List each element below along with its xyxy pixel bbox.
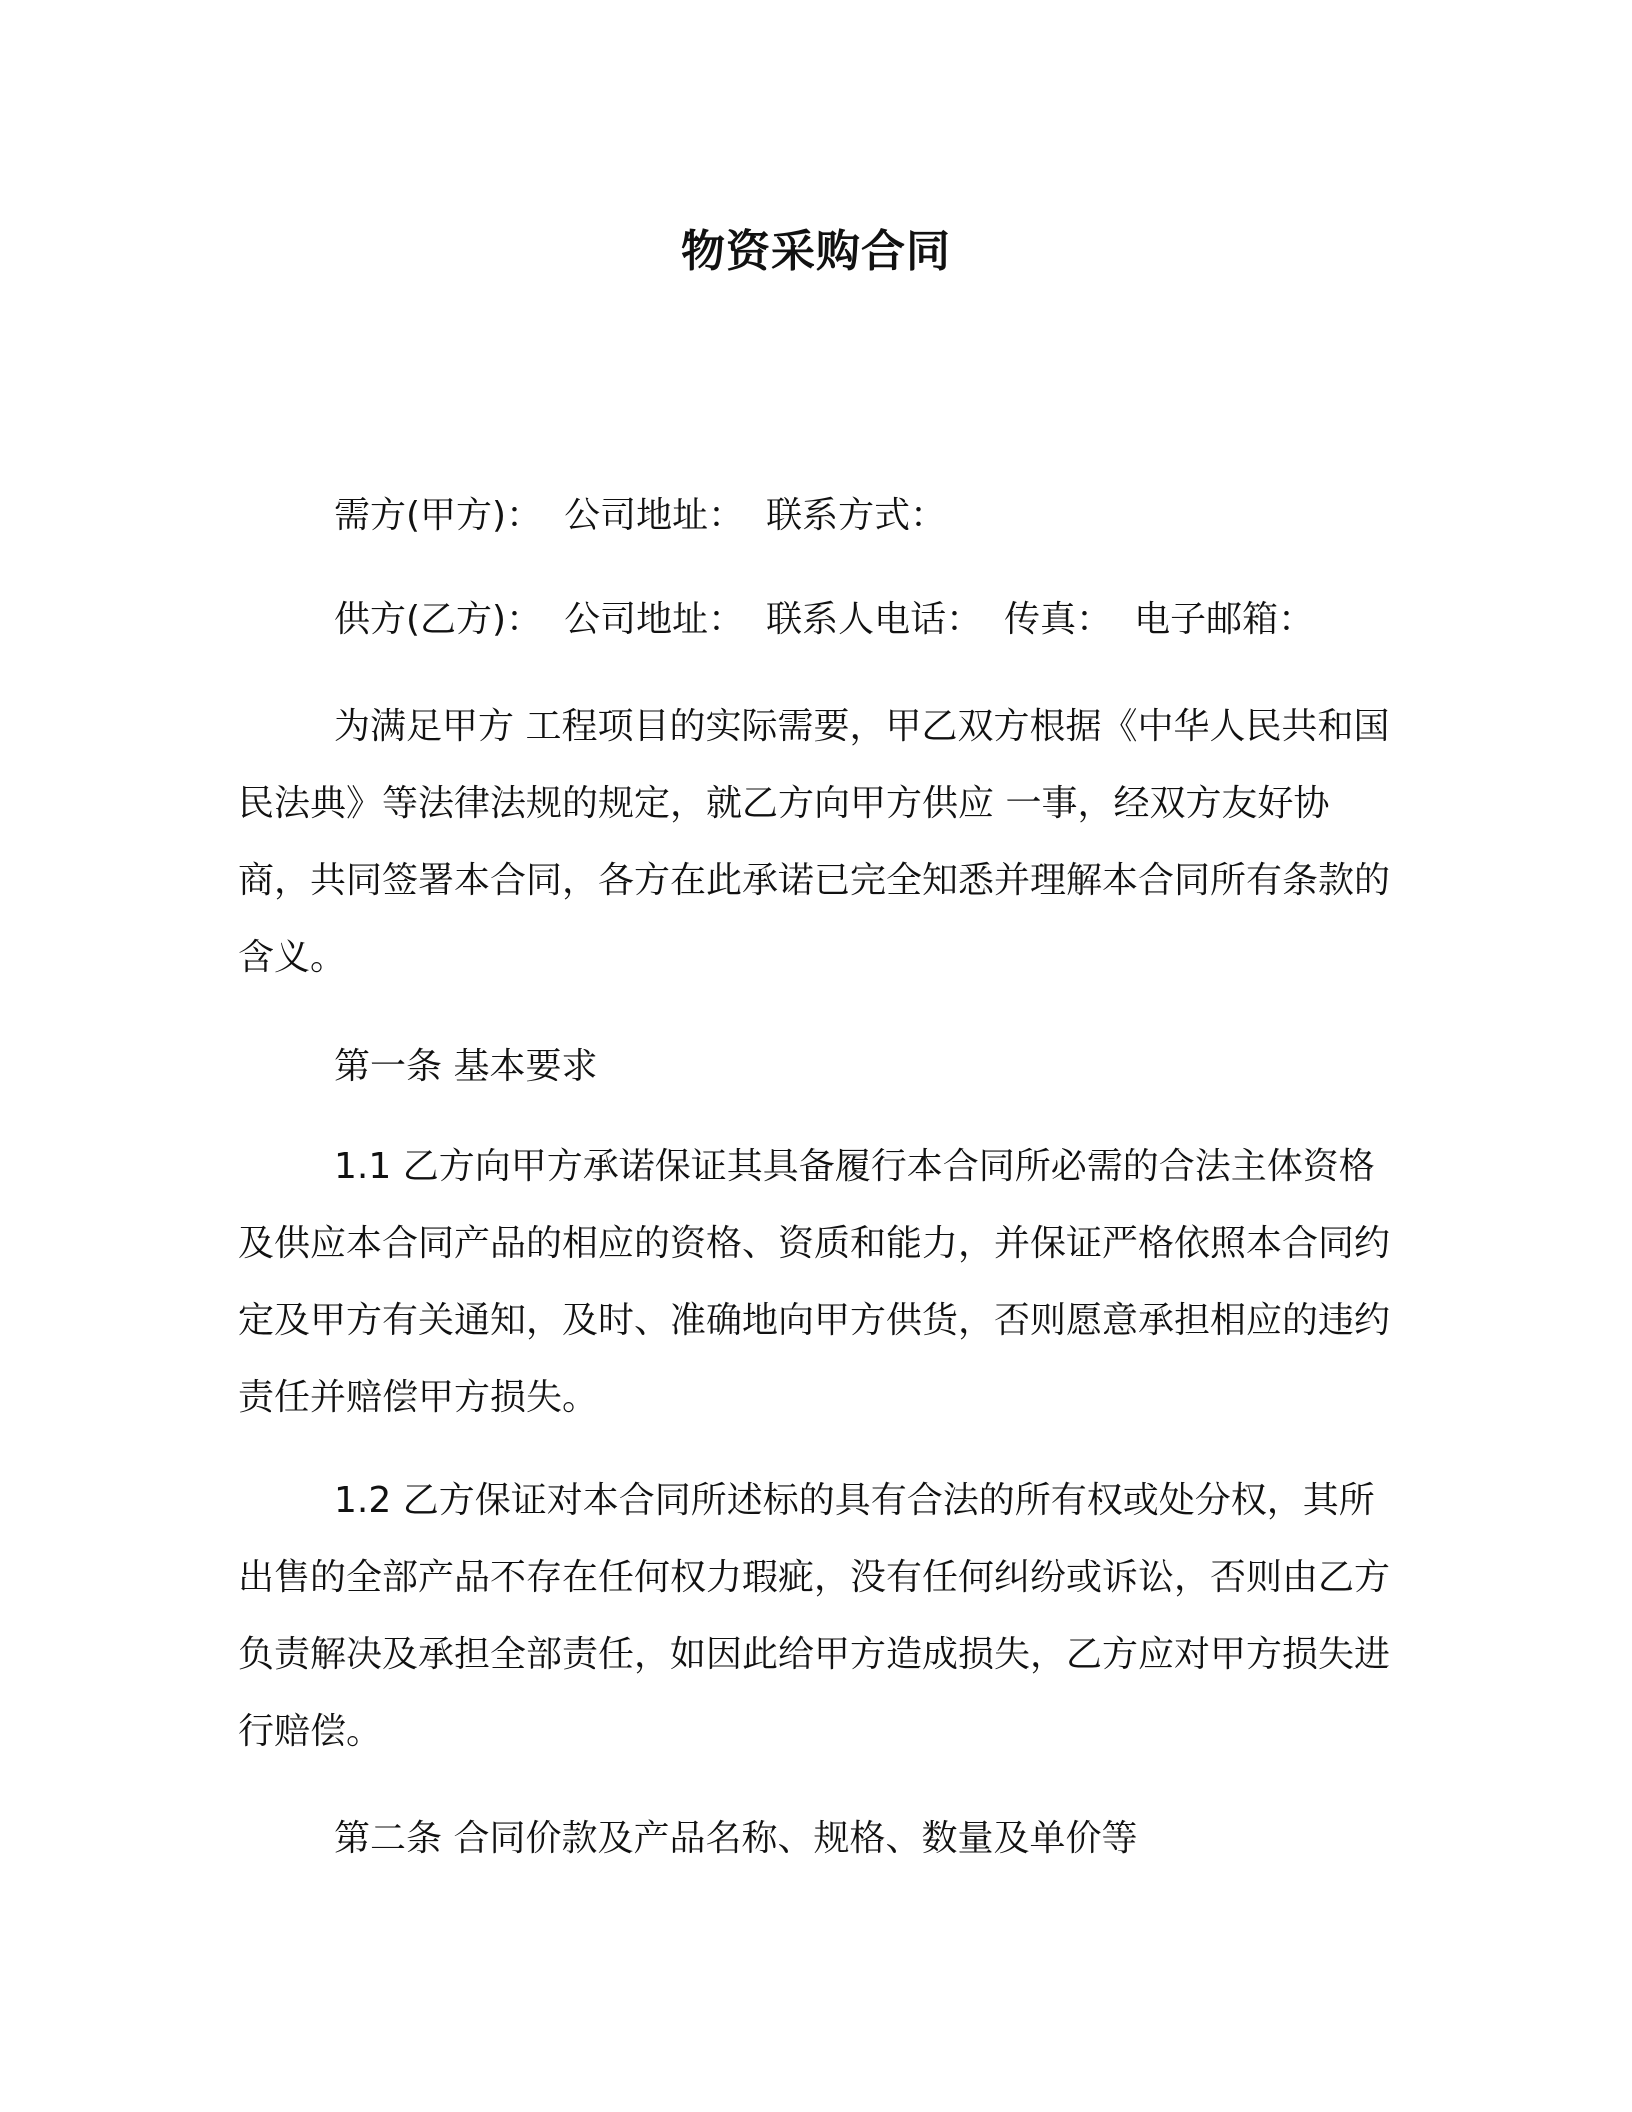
buyer-party-label: 需方(甲方)： bbox=[334, 495, 543, 536]
article-2-heading: 第二条 合同价款及产品名称、规格、数量及单价等 bbox=[334, 1818, 1138, 1859]
clause-1-2: 1.2 乙方保证对本合同所述标的具有合法的所有权或处分权，其所出售的全部产品不存在任何权力瑕疵，没有任何纠纷或诉讼，否则由乙方负责解决及承担全部责任，如因此给甲方造成损失，乙方应对甲方损失进行赔偿。 bbox=[238, 1480, 1391, 1752]
clause-1-1: 1.1 乙方向甲方承诺保证其具备履行本合同所必需的合法主体资格及供应本合同产品的相应的资格、资质和能力，并保证严格依照本合同约定及甲方有关通知，及时、准确地向甲方供货，否则愿意承担相应的违约责任并赔偿甲方损失。 bbox=[238, 1146, 1391, 1418]
supplier-address-label: 公司地址： bbox=[564, 599, 745, 640]
preamble-paragraph: 为满足甲方 工程项目的实际需要，甲乙双方根据《中华人民共和国民法典》等法律法规的规定，就乙方向甲方供应 一事，经双方友好协商，共同签署本合同，各方在此承诺已完全知悉并理解本合同所有条款的含义。 bbox=[238, 706, 1391, 978]
supplier-fax-label: 传真： bbox=[1004, 599, 1113, 640]
supplier-party-label: 供方(乙方)： bbox=[334, 599, 543, 640]
article-1-heading: 第一条 基本要求 bbox=[334, 1046, 598, 1087]
supplier-phone-label: 联系人电话： bbox=[766, 599, 983, 640]
buyer-info-line bbox=[334, 486, 946, 546]
document-title: 物资采购合同 bbox=[681, 226, 951, 277]
buyer-address-label: 公司地址： bbox=[564, 495, 745, 536]
supplier-info-line bbox=[334, 590, 1314, 650]
buyer-contact-label: 联系方式： bbox=[766, 495, 947, 536]
supplier-email-label: 电子邮箱： bbox=[1134, 599, 1315, 640]
